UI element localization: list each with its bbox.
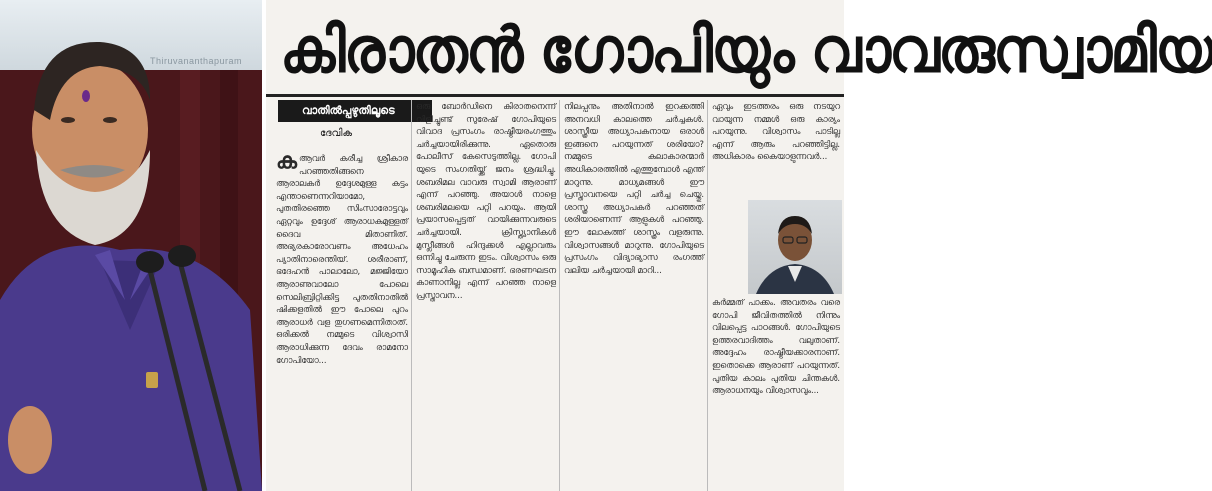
photo-banner-text: Thiruvananthapuram [150,56,243,66]
speaker-photo [0,0,262,491]
article-column-1 [276,149,408,491]
column-divider [411,100,412,491]
article-column-2: ഒരു ബോർഡിനെ കിരാതനെന്ന് വിളിച്ചുണ്ട് സുരേഷ് ഗോപിയുടെ വിവാദ പ്രസംഗം രാഷ്ട്രീയരംഗത്തും ചർച്ചയായിരിക്കുന്നു. ഏതൊരു പോലീസ് കേസെടുത്തില്ല. ഗോപി യുടെ സംഗതിയ്ക്ക് ജനം ശ്രദ്ധിച്ചു. ശബരിമല വാവരു സ്വാമി ആരാണ് എന്ന് പറഞ്ഞു. അയാൾ നാളെ ശബരിമലയെ പറ്റി പറയും. ആയി പ്രയാസപ്പെട്ടത് വായിക്കുന്നവരുടെ ചർച്ചയായി. ക്രിസ്ത്യാനികൾ മുസ്ലീങ്ങൾ ഹിന്ദുക്കൾ എല്ലാവരും ഒന്നിച്ചു ചേരുന്ന ഇടം. വിശ്വാസം ഒരു സാമൂഹിക ബന്ധമാണ്. ഭരണഘടന കാണാനില്ല എന്ന് പറഞ്ഞ നാളെ പ്രസ്താവന... [416,101,556,300]
article-column-3: നിലപ്പനും അതിനാൽ ഇറക്കത്തി അനവധി കാലത്തെ ചർച്ചകൾ. ശാസ്ത്രീയ അധ്യാപകനായ ഒരാൾ ഇങ്ങനെ പറയുന്നത് ശരിയോ? നമ്മുടെ കലാകാരന്മാർ അധികാരത്തിൽ എത്തുമ്പോൾ എന്ത് മാറുന്നു. മാധ്യമങ്ങൾ ഈ പ്രസ്താവനയെ പറ്റി ചർച്ച ചെയ്തു. ശാസ്ത്ര അധ്യാപകർ പറഞ്ഞത് ശരിയാണെന്ന് ആളുകൾ പറഞ്ഞു. ഈ ലോകത്ത് ശാസ്ത്രം വളരുന്നു. വിശ്വാസങ്ങൾ മാറുന്നു. ഗോപിയുടെ പ്രസംഗം വിദ്യാഭ്യാസ രംഗത്ത് വലിയ ചർച്ചയായി മാറി... [564,101,704,275]
headline-rule [266,94,844,97]
article-column-1-text: ആവർ കരീച്ച ശ്രീകാര പറഞ്ഞതിങ്ങനെ ആരാലകർ ഉദ്ദേശമുള്ള കട്ടം എന്താണെന്നറിയാമോ, പുതതിരഞ്ഞെ സിംസാരോട്ടവും ഏറ്റവും ഉദ്ദേശ് ആരാധകമുള്ളത് ദൈവ മിതാണിത്. അഭ്യരകാരോവണം അധേഹം പ്യാതിനാരെന്തിയ്. ശരീരാണ്, ഭദേഹൻ പാലാലോ, മജ്ജിയോ ആരാണുവാലോ പോലെ സെലിബ്രിറ്റിക്കിട്ട പുതതിനാതിൽ ഷിക്കളതിൽ ഈ പോലെ പുറം ആരാധർ വള തുഗണമെന്നിതാത്. ഒരിക്കൽ നമ്മുടെ വിശ്വാസി ആരാധിക്കുന്ന ദേവം രാമനോ ഗോപിയോ... [276,153,408,365]
dropcap: ക [276,149,297,174]
column-divider [707,100,708,491]
columnist-portrait [748,200,842,294]
speaker-illustration [0,0,262,491]
column-divider [559,100,560,491]
article-column-4-top: ഏവും ഇടത്തരം ഒരു നടയുറ വായുന്ന നമ്മൾ ഒരു കാര്യം പറയുന്നു. വിശ്വാസം പാടില്ല എന്ന് ആരും പറഞ്ഞിട്ടില്ല. അധികാരം കൈയാളുന്നവർ... [712,101,840,162]
article-headline: കിരാതൻ ഗോപിയും വാവരുസ്വാമിയ [280,13,1212,87]
article-byline: ദേവിക [320,128,353,139]
article-column-4-bottom: കർമ്മത് പാക്കം. അവതരം വരെ ഗോപി ജീവിതത്തിൽ നിന്നും വിലപ്പെട്ട പാഠങ്ങൾ. ഗോപിയുടെ ഉത്തരവാദിത്തം വലുതാണ്. അദ്ദേഹം രാഷ്ട്രീയക്കാരനാണ്. ഇതൊക്കെ ആരാണ് പറയുന്നത്. പുതിയ കാലം പുതിയ ചിന്തകൾ. ആരാധനയും വിശ്വാസവും... [712,297,840,396]
newspaper-clipping [262,0,1212,491]
column-name-tag: വാതിൽപ്പഴുതിലൂടെ [278,100,432,122]
